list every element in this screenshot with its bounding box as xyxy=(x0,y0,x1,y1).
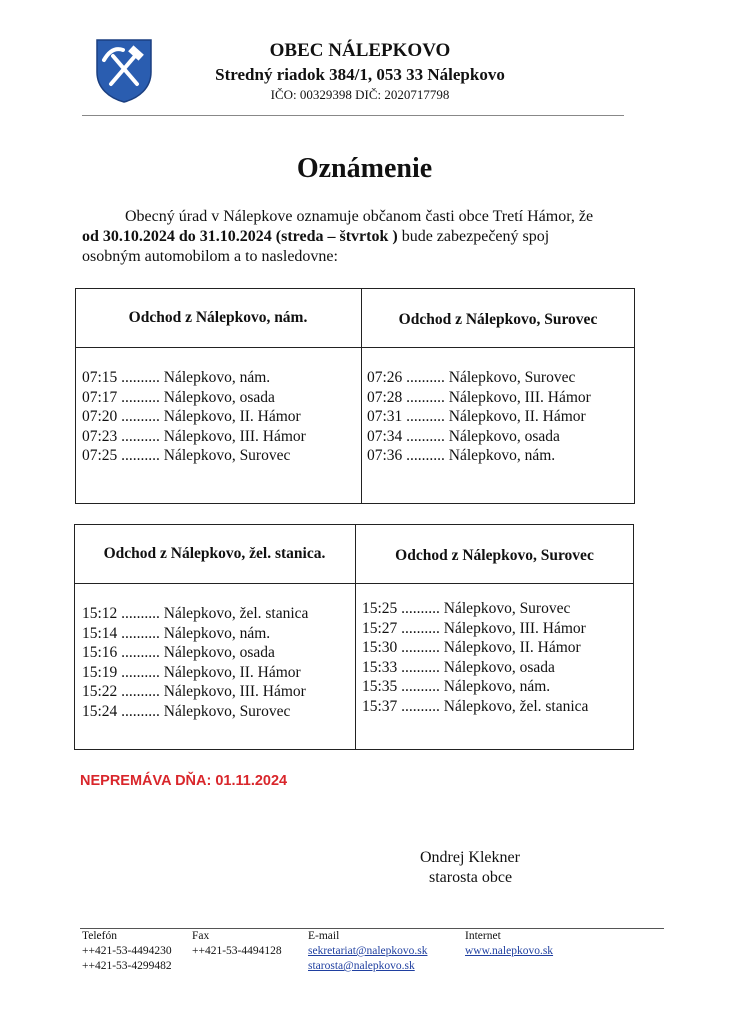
intro-line-2-rest: bude zabezpečený spoj xyxy=(397,228,550,245)
header-divider xyxy=(82,115,624,116)
municipality-name: OBEC NÁLEPKOVO xyxy=(269,40,451,61)
footer-phone-label: Telefón xyxy=(82,930,117,942)
footer-email-label: E-mail xyxy=(308,930,340,942)
signatory-role: starosta obce xyxy=(429,869,513,886)
timetable-row: 15:16 .......... Nálepkovo, osada xyxy=(82,644,275,661)
timetable-row: 07:20 .......... Nálepkovo, II. Hámor xyxy=(82,408,301,425)
timetable-row: 07:28 .......... Nálepkovo, III. Hámor xyxy=(367,388,591,406)
morning-right-header: Odchod z Nálepkovo, Surovec xyxy=(398,311,598,328)
email-link-sekretariat[interactable]: sekretariat@nalepkovo.sk xyxy=(308,945,428,957)
afternoon-header-rule xyxy=(74,583,634,584)
timetable-row: 15:25 .......... Nálepkovo, Surovec xyxy=(362,600,571,617)
timetable-row: 15:35 .......... Nálepkovo, nám. xyxy=(362,678,551,695)
coat-of-arms-icon xyxy=(95,38,153,104)
timetable-row: 07:36 .......... Nálepkovo, nám. xyxy=(367,447,556,464)
timetable-row: 15:12 .......... Nálepkovo, žel. stanica xyxy=(82,605,309,622)
footer-phone xyxy=(82,929,172,974)
timetable-row: 15:30 .......... Nálepkovo, II. Hámor xyxy=(362,639,581,656)
timetable-row: 07:15 .......... Nálepkovo, nám. xyxy=(82,369,271,386)
intro-line-2 xyxy=(82,227,642,247)
email-link-starosta[interactable]: starosta@nalepkovo.sk xyxy=(308,960,415,972)
intro-date-range: od 30.10.2024 do 31.10.2024 (streda – štvrtok ) xyxy=(82,228,398,245)
morning-right-rows xyxy=(367,368,591,466)
morning-left-rows xyxy=(82,368,306,466)
timetable-row: 15:19 .......... Nálepkovo, II. Hámor xyxy=(82,663,301,681)
intro-line-3: osobným automobilom a to nasledovne: xyxy=(82,248,338,265)
footer-internet xyxy=(465,929,553,959)
footer-phone-2: ++421-53-4299482 xyxy=(82,960,172,972)
timetable-row: 07:31 .......... Nálepkovo, II. Hámor xyxy=(367,408,586,425)
afternoon-left-header: Odchod z Nálepkovo, žel. stanica. xyxy=(103,545,326,562)
timetable-row: 07:17 .......... Nálepkovo, osada xyxy=(82,388,275,406)
footer-email xyxy=(308,929,427,974)
timetable-row: 07:25 .......... Nálepkovo, Surovec xyxy=(82,447,291,464)
website-link[interactable]: www.nalepkovo.sk xyxy=(465,945,554,957)
document-title: Oznámenie xyxy=(296,153,433,184)
footer-internet-label: Internet xyxy=(465,930,501,942)
timetable-row: 07:34 .......... Nálepkovo, osada xyxy=(367,427,560,445)
timetable-row: 15:14 .......... Nálepkovo, nám. xyxy=(82,624,271,642)
morning-right-header-rule xyxy=(361,347,635,348)
municipality-ids: IČO: 00329398 DIČ: 2020717798 xyxy=(270,87,450,102)
morning-left-header: Odchod z Nálepkovo, nám. xyxy=(128,309,308,326)
timetable-row: 07:26 .......... Nálepkovo, Surovec xyxy=(367,369,576,386)
footer-fax-number: ++421-53-4494128 xyxy=(192,945,282,957)
timetable-row: 07:23 .......... Nálepkovo, III. Hámor xyxy=(82,427,306,445)
timetable-row: 15:22 .......... Nálepkovo, III. Hámor xyxy=(82,683,306,700)
timetable-row: 15:24 .......... Nálepkovo, Surovec xyxy=(82,702,291,720)
signatory-name: Ondrej Klekner xyxy=(420,849,520,866)
timetable-row: 15:33 .......... Nálepkovo, osada xyxy=(362,658,555,676)
afternoon-left-rows xyxy=(82,604,308,721)
footer-phone-1: ++421-53-4494230 xyxy=(82,945,172,957)
afternoon-right-header: Odchod z Nálepkovo, Surovec xyxy=(395,547,594,564)
footer-fax xyxy=(192,929,282,959)
afternoon-right-rows xyxy=(362,599,588,716)
municipality-address: Stredný riadok 384/1, 053 33 Nálepkovo xyxy=(215,65,505,84)
footer-fax-label: Fax xyxy=(192,930,210,942)
timetable-row: 15:27 .......... Nálepkovo, III. Hámor xyxy=(362,619,586,637)
morning-left-header-rule xyxy=(75,347,361,348)
intro-line-1: Obecný úrad v Nálepkove oznamuje občanom časti obce Tretí Hámor, že xyxy=(125,208,594,225)
timetable-row: 15:37 .......... Nálepkovo, žel. stanica xyxy=(362,697,589,715)
service-notice: NEPREMÁVA DŇA: 01.11.2024 xyxy=(80,773,288,789)
